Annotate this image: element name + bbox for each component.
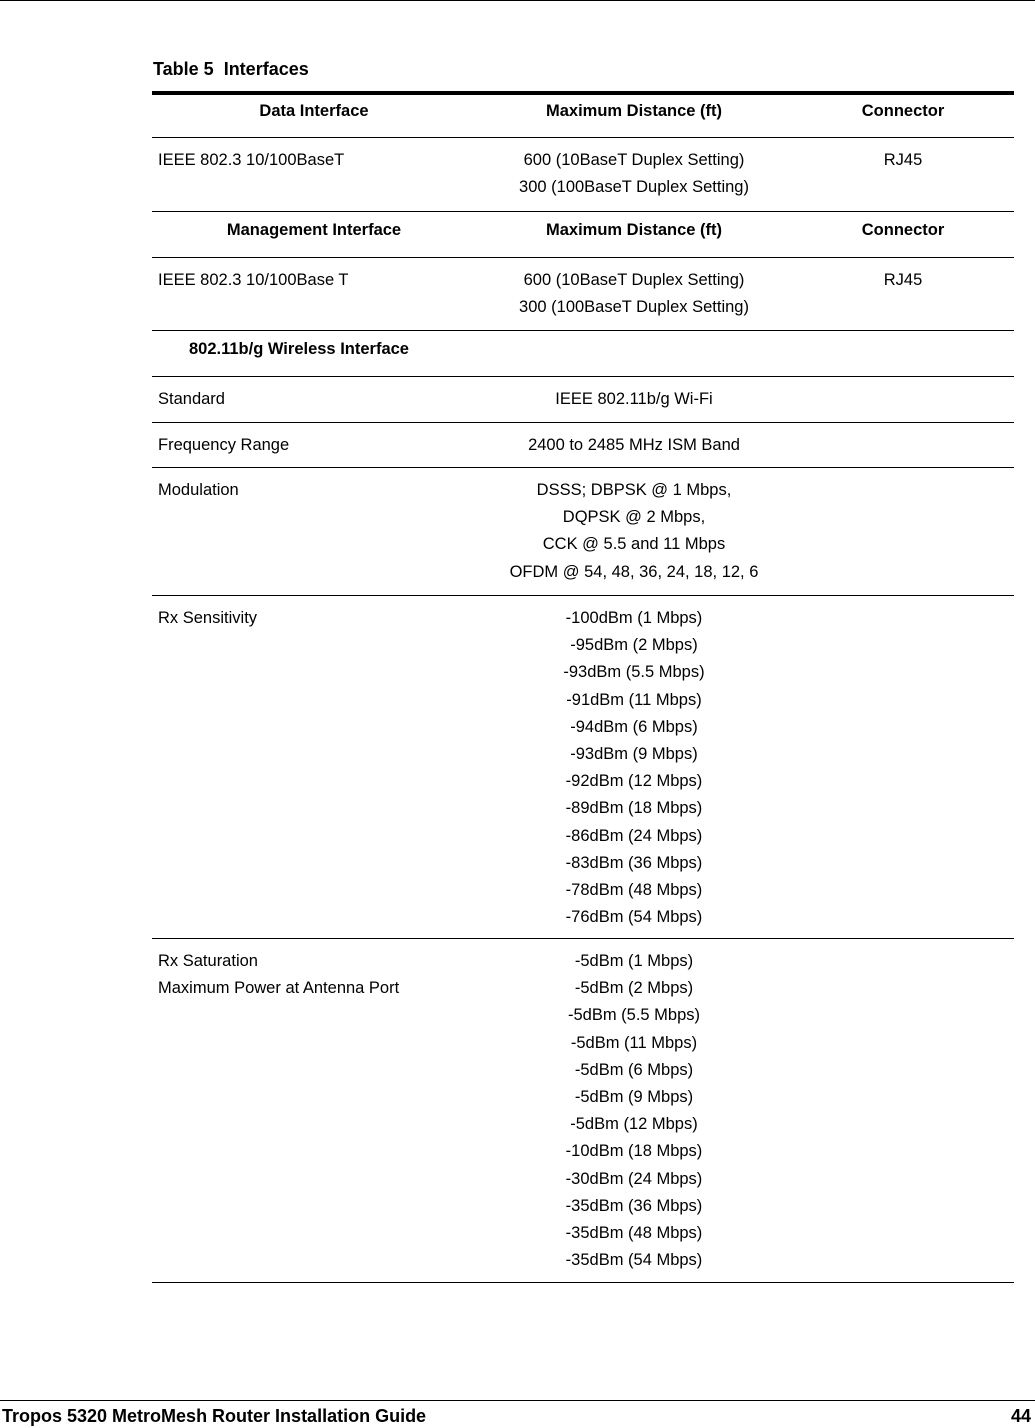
cell-value: 300 (100BaseT Duplex Setting) [519,178,749,197]
cell-value: -5dBm (5.5 Mbps) [567,1006,701,1025]
cell-value: 600 (10BaseT Duplex Setting) [523,271,745,289]
table-caption: Table 5 Interfaces [153,59,309,79]
header-cell: Maximum Distance (ft) [545,102,723,120]
footer-title: Tropos 5320 MetroMesh Router Installation Guide [2,1406,427,1426]
cell-value: -5dBm (1 Mbps) [574,952,694,970]
section-header: 802.11b/g Wireless Interface [189,340,409,358]
cell-value: OFDM @ 54, 48, 36, 24, 18, 12, 6 [509,562,759,581]
cell-value: -5dBm (11 Mbps) [570,1033,698,1052]
cell-value: -5dBm (9 Mbps) [574,1087,694,1106]
row-label: Maximum Power at Antenna Port [158,979,400,998]
standard-row [152,377,1014,423]
cell-value: RJ45 [883,151,923,169]
cell-value: 2400 to 2485 MHz ISM Band [528,436,740,454]
footer-rule [0,1400,1035,1401]
row-label: IEEE 802.3 10/100BaseT [158,151,345,169]
management-interface-header [152,212,1014,258]
header-cell: Maximum Distance (ft) [545,221,723,239]
data-interface-header [152,95,1014,138]
cell-value: -35dBm (48 Mbps) [565,1223,703,1242]
row-label: Rx Saturation [158,952,258,970]
cell-value: -95dBm (2 Mbps) [570,636,698,655]
cell-value: -93dBm (5.5 Mbps) [563,663,705,682]
row-label: Frequency Range [158,436,290,454]
cell-value: -35dBm (36 Mbps) [565,1196,703,1215]
cell-value: -83dBm (36 Mbps) [565,853,703,872]
cell-value: 300 (100BaseT Duplex Setting) [519,298,749,317]
top-rule [0,0,1035,1]
cell-value: -78dBm (48 Mbps) [565,880,703,899]
cell-value: -86dBm (24 Mbps) [565,826,703,845]
rx-saturation-row [152,939,1014,1283]
header-cell: Data Interface [259,102,369,120]
row-label: Standard [158,390,225,408]
data-interface-row [152,138,1014,212]
cell-value: -93dBm (9 Mbps) [570,744,698,763]
page-number: 44 [1010,1406,1031,1426]
wireless-interface-header [152,331,1014,377]
cell-value: DSSS; DBPSK @ 1 Mbps, [536,481,732,499]
row-label: Modulation [158,481,239,499]
cell-value: -76dBm (54 Mbps) [565,908,703,927]
header-cell: Connector [861,102,945,120]
header-cell: Management Interface [226,221,402,239]
cell-value: CCK @ 5.5 and 11 Mbps [542,535,726,554]
modulation-row [152,468,1014,596]
cell-value: -30dBm (24 Mbps) [565,1169,703,1188]
cell-value: -91dBm (11 Mbps) [566,690,702,709]
cell-value: DQPSK @ 2 Mbps, [562,508,706,527]
cell-value: -100dBm (1 Mbps) [565,609,703,627]
cell-value: -5dBm (12 Mbps) [570,1115,698,1134]
header-cell: Connector [861,221,945,239]
row-label: IEEE 802.3 10/100Base T [158,271,349,289]
rx-sensitivity-row [152,596,1014,939]
cell-value: 600 (10BaseT Duplex Setting) [523,151,745,169]
cell-value: -5dBm (6 Mbps) [574,1060,694,1079]
management-interface-row [152,258,1014,331]
frequency-row [152,423,1014,468]
cell-value: IEEE 802.11b/g Wi-Fi [555,390,713,408]
cell-value: -5dBm (2 Mbps) [574,979,694,998]
interfaces-table [152,91,1014,1283]
row-label: Rx Sensitivity [158,609,258,627]
cell-value: -89dBm (18 Mbps) [565,799,703,818]
cell-value: -35dBm (54 Mbps) [565,1251,703,1270]
cell-value: -92dBm (12 Mbps) [565,772,703,791]
cell-value: RJ45 [883,271,923,289]
cell-value: -94dBm (6 Mbps) [570,717,698,736]
cell-value: -10dBm (18 Mbps) [565,1142,703,1161]
